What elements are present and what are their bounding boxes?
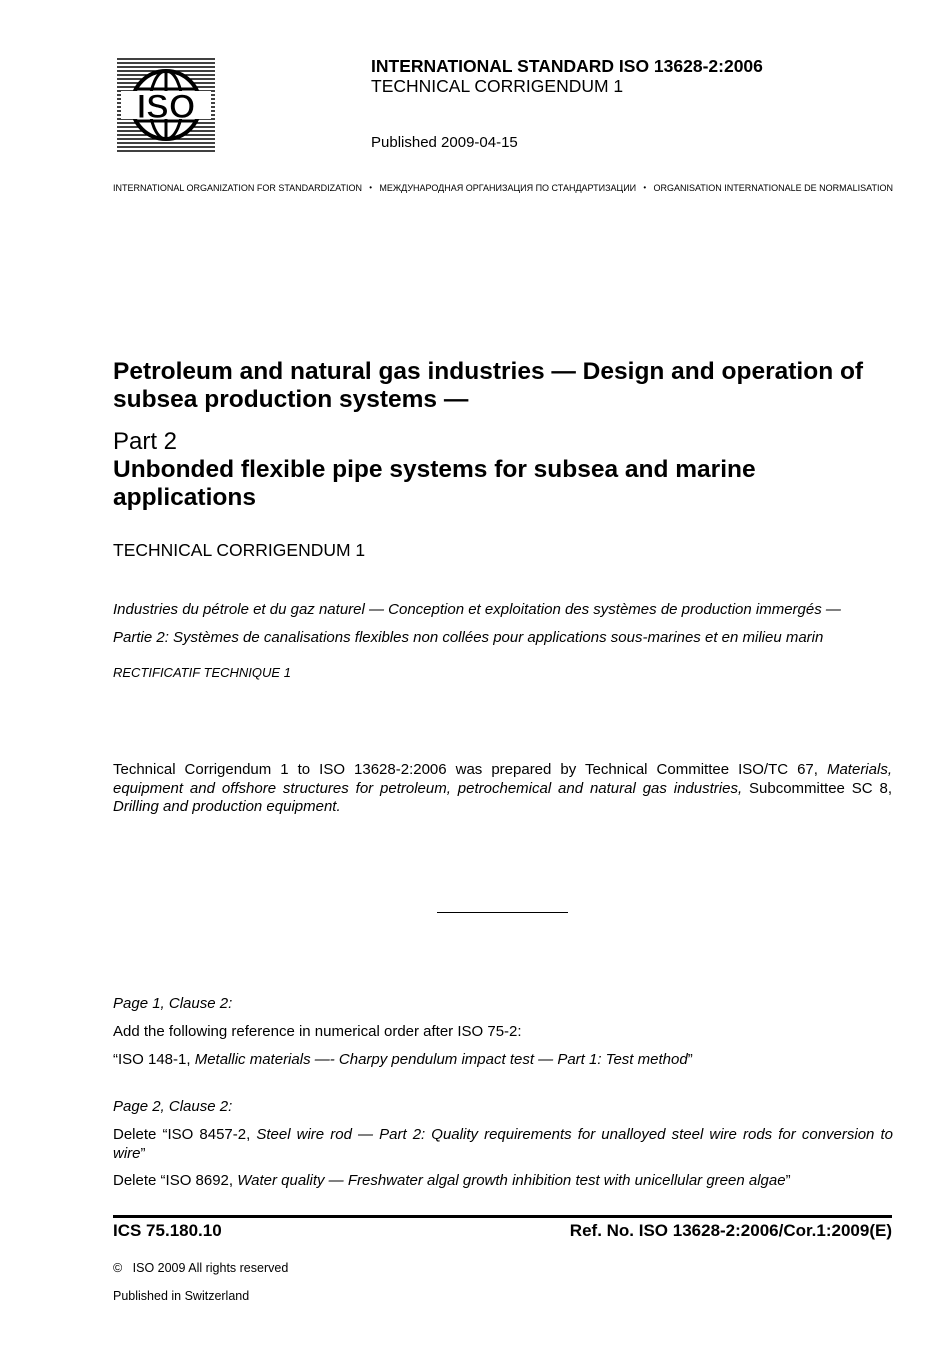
delete-suffix: ”	[140, 1144, 146, 1162]
subcommittee-name: Drilling and production equipment.	[113, 798, 341, 815]
prep-text: Technical Corrigendum 1 to ISO 13628-2:2006 was prepared by Technical Committee ISO/TC 67,	[113, 761, 827, 778]
committee-name: Materials, equipment and offshore structures for petroleum, petrochemical and natural gas industries,	[113, 761, 892, 797]
french-part-title: Partie 2: Systèmes de canalisations flexibles non collées pour applications sous-marines et en milieu marin	[113, 629, 824, 646]
delete-title: Water quality — Freshwater algal growth inhibition test with unicellular green algae	[237, 1172, 786, 1189]
copyright-text: ISO 2009 All rights reserved	[132, 1261, 289, 1275]
published-in: Published in Switzerland	[113, 1289, 250, 1303]
divider-line	[437, 912, 568, 913]
prep-text: Subcommittee SC 8,	[742, 779, 892, 797]
delete-title: Steel wire rod — Part 2: Quality requirements for unalloyed steel wire rods for conversion to wire	[113, 1126, 893, 1162]
delete-suffix: ”	[785, 1172, 791, 1189]
org-name-english: INTERNATIONAL ORGANIZATION FOR STANDARDIZATION	[113, 183, 363, 193]
copyright-symbol: ©	[113, 1261, 123, 1275]
published-date: Published 2009-04-15	[371, 134, 518, 151]
french-title: Industries du pétrole et du gaz naturel — Conception et exploitation des systèmes de production immergés —	[113, 601, 841, 618]
separator-bullet: •	[643, 183, 647, 192]
reference-number: Ref. No. ISO 13628-2:2006/Cor.1:2009(E)	[569, 1221, 892, 1240]
correction-delete	[113, 1126, 893, 1163]
correction-instruction: Add the following reference in numerical order after ISO 75-2:	[113, 1023, 522, 1040]
part-label: Part 2	[113, 428, 178, 455]
iso-logo	[117, 57, 215, 152]
organization-names	[113, 183, 893, 193]
correction-reference	[113, 1051, 693, 1070]
standard-title: INTERNATIONAL STANDARD ISO 13628-2:2006	[371, 56, 763, 76]
org-name-russian: МЕЖДУНАРОДНАЯ ОРГАНИЗАЦИЯ ПО СТАНДАРТИЗАЦИИ	[379, 183, 637, 193]
delete-prefix: Delete “ISO 8692,	[113, 1172, 238, 1189]
footer-row	[113, 1221, 892, 1241]
part-title: Unbonded flexible pipe systems for subsea and marine applications	[113, 456, 756, 511]
ref-close: ”	[687, 1051, 693, 1068]
ref-open: “ISO 148-1,	[113, 1051, 195, 1068]
copyright-notice	[113, 1261, 288, 1275]
footer-rule	[113, 1215, 892, 1218]
correction-delete	[113, 1172, 791, 1191]
document-title: Petroleum and natural gas industries — Design and operation of subsea production systems —	[113, 358, 864, 413]
org-name-french: ORGANISATION INTERNATIONALE DE NORMALISATION	[653, 183, 893, 193]
ref-title: Metallic materials —- Charpy pendulum impact test — Part 1: Test method	[194, 1051, 688, 1068]
delete-prefix: Delete “ISO 8457-2,	[113, 1126, 257, 1143]
french-corrigendum-label: RECTIFICATIF TECHNIQUE 1	[113, 665, 291, 680]
correction-location: Page 1, Clause 2:	[113, 995, 233, 1012]
separator-bullet: •	[369, 183, 373, 192]
ics-code: ICS 75.180.10	[113, 1221, 222, 1240]
corrigendum-label: TECHNICAL CORRIGENDUM 1	[113, 540, 366, 560]
svg-text:ISO: ISO	[136, 88, 196, 126]
preparation-paragraph	[113, 761, 892, 817]
standard-subtitle: TECHNICAL CORRIGENDUM 1	[371, 76, 624, 96]
correction-location: Page 2, Clause 2:	[113, 1098, 233, 1115]
